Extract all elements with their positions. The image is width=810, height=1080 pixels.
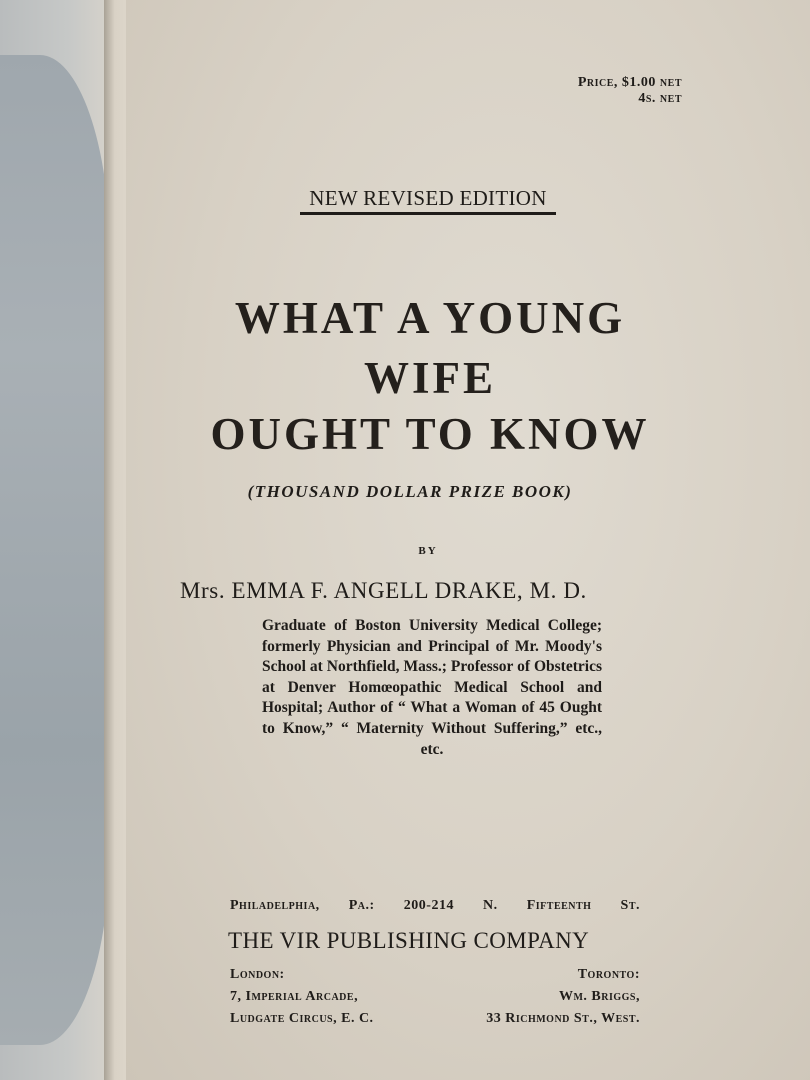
publisher-name: THE VIR PUBLISHING COMPANY xyxy=(228,928,590,953)
book-gutter xyxy=(104,0,128,1080)
title-line-1: WHAT A YOUNG xyxy=(234,293,626,343)
branch-right-line: Toronto: xyxy=(577,967,640,982)
branch-left-line: London: xyxy=(230,967,285,982)
branch-right-line: Wm. Briggs, xyxy=(558,989,640,1004)
subtitle: (THOUSAND DOLLAR PRIZE BOOK) xyxy=(247,482,573,501)
branch-row xyxy=(230,989,640,1005)
branch-right-line: 33 Richmond St., West. xyxy=(486,1011,640,1026)
author-name: Mrs. EMMA F. ANGELL DRAKE, M. D. xyxy=(180,578,587,603)
by-label: BY xyxy=(418,545,438,557)
title-page xyxy=(126,0,810,1080)
title-line-2: WIFE xyxy=(363,353,496,403)
facing-plate-image xyxy=(0,55,110,1045)
price-line-dollars: Price, $1.00 net xyxy=(577,75,682,90)
facing-page xyxy=(0,0,112,1080)
branch-row xyxy=(230,967,640,983)
imprint-place: Philadelphia, Pa.: 200-214 N. Fifteenth St. xyxy=(230,898,640,913)
price-block xyxy=(578,75,682,107)
title-line-3: OUGHT TO KNOW xyxy=(210,409,650,459)
branch-left-line: Ludgate Circus, E. C. xyxy=(230,1011,374,1026)
branch-left-line: 7, Imperial Arcade, xyxy=(230,989,359,1004)
edition-heading: NEW REVISED EDITION xyxy=(300,186,556,215)
price-line-shillings: 4s. net xyxy=(638,91,682,106)
author-credentials: Graduate of Boston University Medical College; formerly Physician and Principal of Mr. Moody's School at Northfield, Mass.; Professor of Obstetrics at Denver Homœopathic Medical School and Hospital; Author of “ What a Woman of 45 Ought to Know,” “ Maternity Without Suffering,” etc., etc. xyxy=(262,617,602,758)
branch-row xyxy=(230,1011,640,1027)
